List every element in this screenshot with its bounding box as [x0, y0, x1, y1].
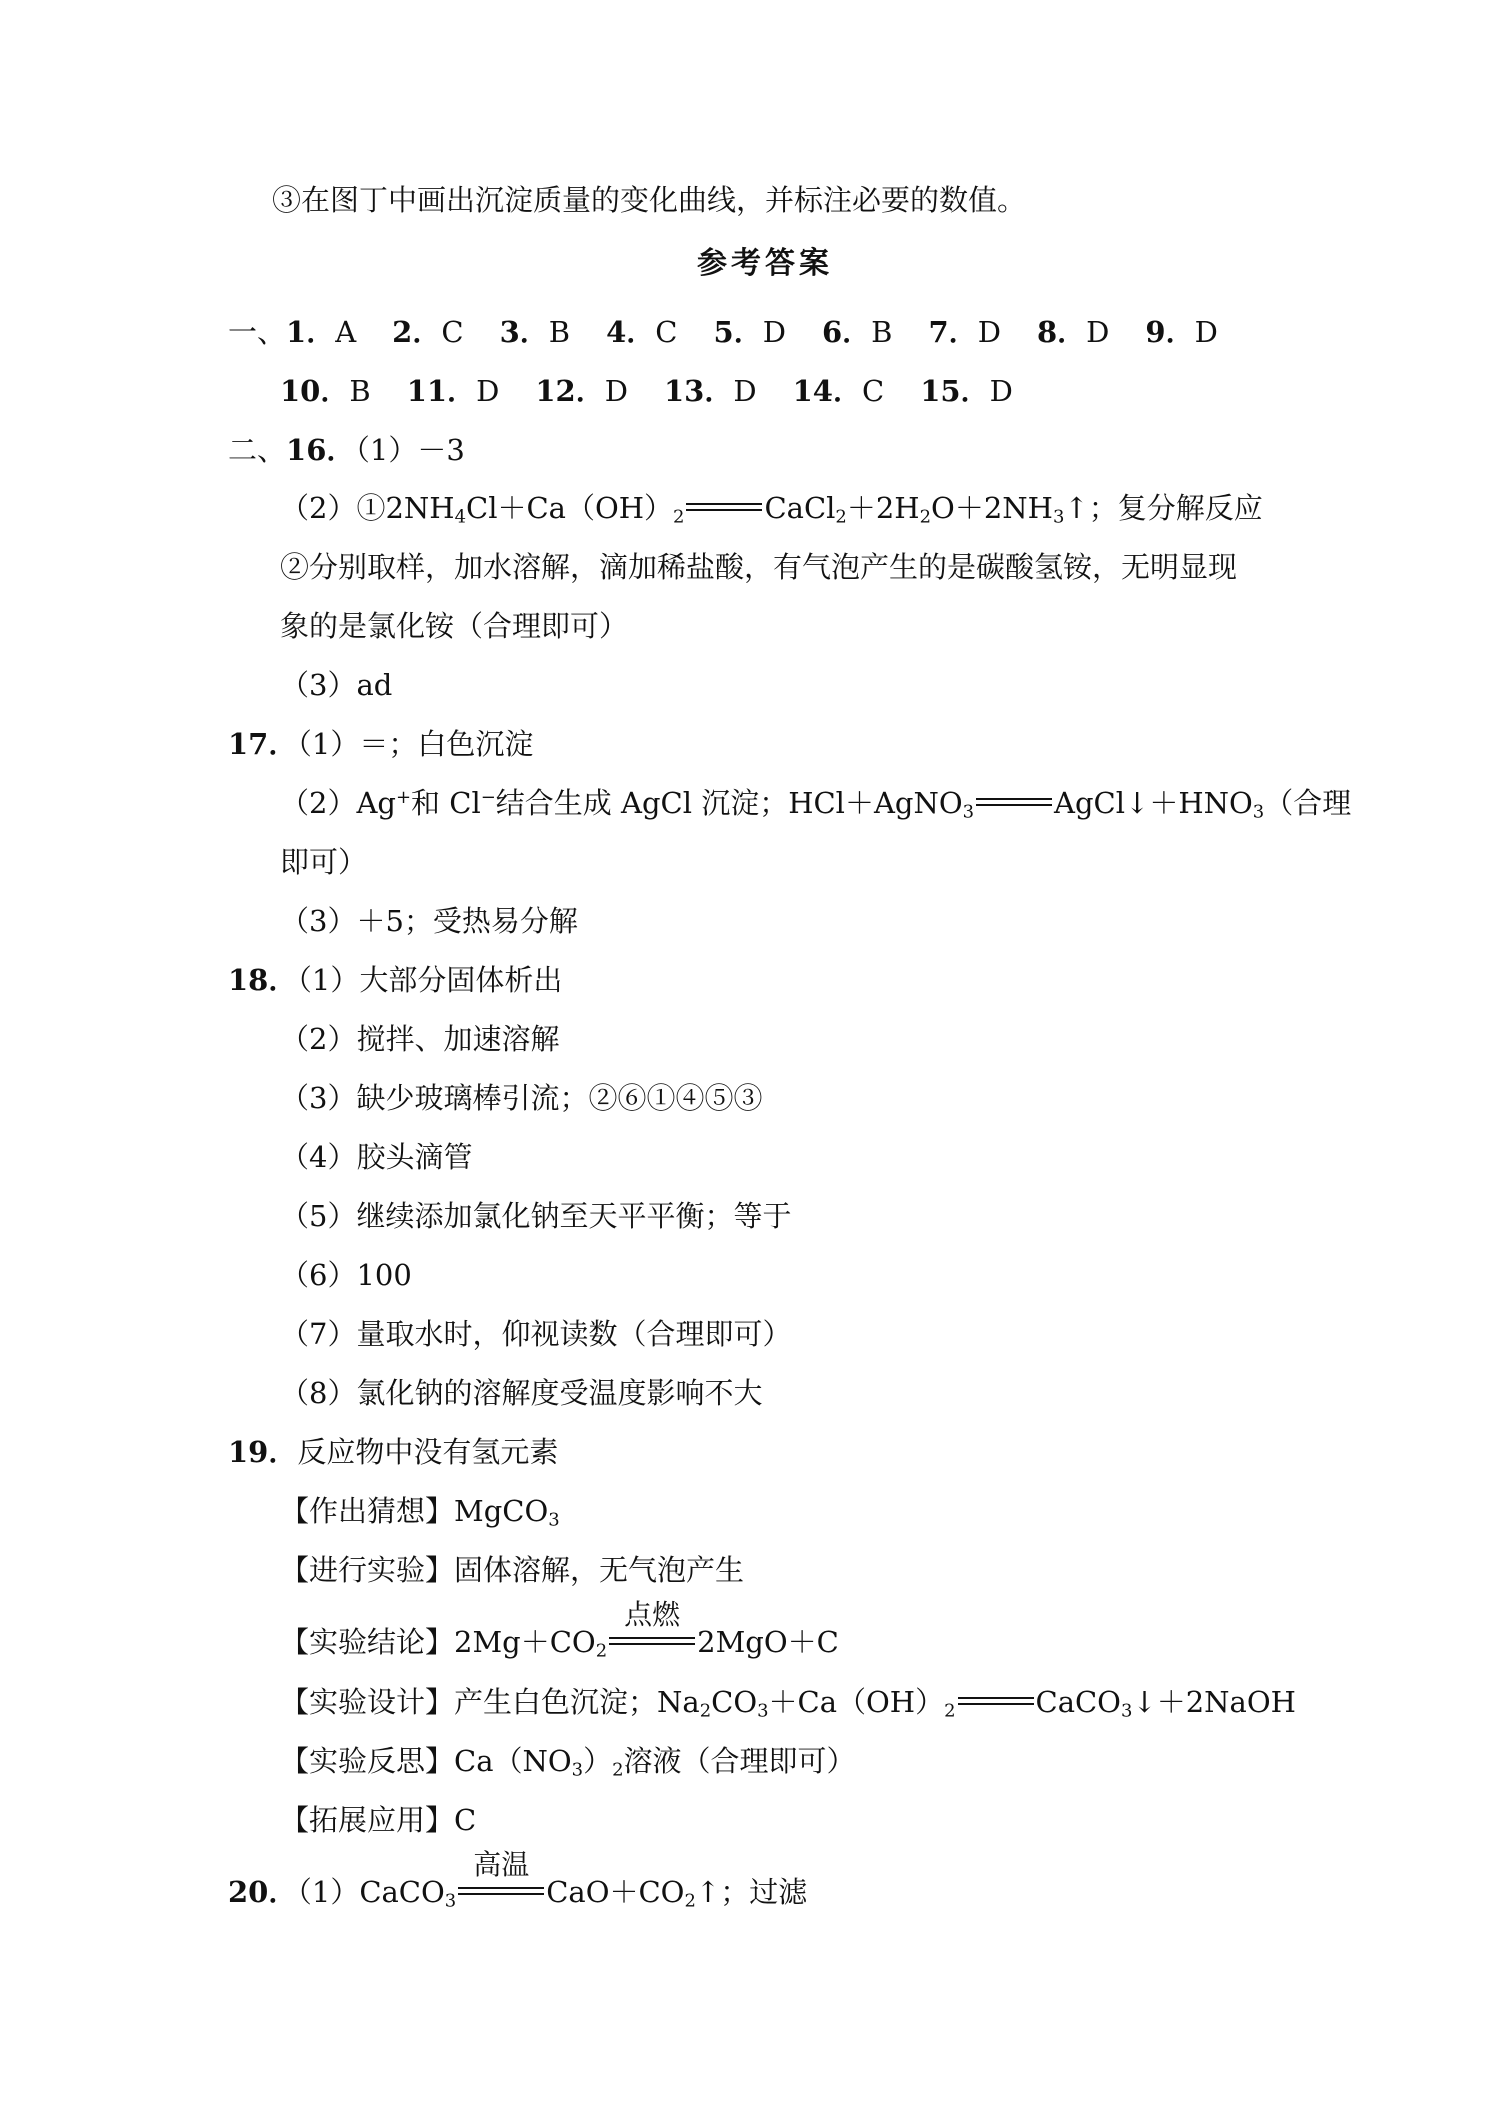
q19-number: 19 [228, 1435, 269, 1469]
answer-number: 5 [713, 315, 734, 349]
answer-number: 4 [606, 315, 627, 349]
q16-number: 16 [286, 433, 327, 467]
q18-item: （3）缺少玻璃棒引流；②⑥①④⑤③ [280, 1081, 763, 1115]
answer-choice: D [1086, 315, 1110, 349]
answer-item: 5．D [713, 315, 786, 349]
answer-item: 4．C [606, 315, 678, 349]
q18-item: （7）量取水时，仰视读数（合理即可） [280, 1317, 792, 1351]
answer-choice: C [441, 315, 464, 349]
answer-number: 2 [392, 315, 413, 349]
answer-number: 10 [280, 374, 321, 408]
answer-number: 13 [663, 374, 705, 408]
answer-number: 11 [406, 374, 448, 408]
answer-choice: B [871, 315, 893, 349]
equals-sign [686, 497, 762, 517]
q19-guess: 【作出猜想】MgCO$_3$ [280, 1494, 560, 1531]
equals-sign [976, 792, 1052, 812]
q16-part3: （3）ad [280, 668, 393, 702]
answer-number: 9 [1145, 315, 1166, 349]
q16-part1: （1）－3 [355, 433, 465, 467]
answer-number: 6 [821, 315, 843, 349]
q18-item: （5）继续添加氯化钠至天平平衡；等于 [280, 1199, 792, 1233]
answer-item: 9．D [1145, 315, 1218, 349]
answer-item: 15．D [920, 374, 1013, 408]
answer-choice: D [476, 374, 500, 408]
answer-item: 3．B [499, 315, 571, 349]
answer-number: 1 [286, 315, 307, 349]
section1-row1 [228, 312, 1254, 352]
equals-sign [958, 1691, 1034, 1711]
answer-number: 8 [1036, 315, 1058, 349]
intro-line: ③在图丁中画出沉淀质量的变化曲线，并标注必要的数值。 [272, 183, 1027, 217]
q18-item: （8）氯化钠的溶解度受温度影响不大 [280, 1376, 763, 1410]
q17-part3: （3）＋5；受热易分解 [280, 904, 578, 938]
answer-item: 11．D [406, 374, 500, 408]
q18-line: 18．（1）大部分固体析出 [228, 963, 563, 997]
q18-item: （4）胶头滴管 [280, 1140, 473, 1174]
q17-number: 17 [228, 727, 269, 761]
q18-number: 18 [228, 963, 269, 997]
answer-number: 3 [499, 315, 520, 349]
q19-reflect: 【实验反思】$Ca(NO_3)_2$溶液（合理即可） [280, 1744, 856, 1781]
q19-experiment: 【进行实验】固体溶解，无气泡产生 [280, 1553, 745, 1587]
q17-line: 17．（1）＝；白色沉淀 [228, 727, 534, 761]
answer-item: 12．D [535, 374, 628, 408]
q16-line: 二、16．（1）－3 [228, 433, 465, 467]
section1-row2 [280, 371, 1049, 411]
answer-choice: C [655, 315, 678, 349]
reaction-condition: 点燃 [609, 1631, 695, 1651]
answer-choice: B [548, 315, 571, 349]
q16-part2b-line2: 象的是氯化铵（合理即可） [280, 609, 629, 643]
q17-part2-line1: （2）Ag+和 Cl−结合生成 AgCl 沉淀；HCl＋AgNO$_3$ $AgCl↓+HNO_3$（合理 [280, 786, 1352, 823]
answer-number: 15 [920, 374, 961, 408]
answer-choice: B [349, 374, 371, 408]
answer-item: 2．C [392, 315, 464, 349]
answer-choice: D [977, 315, 1001, 349]
answer-choice: D [762, 315, 786, 349]
section2-prefix: 二、 [228, 433, 287, 467]
q19-conclusion: 【实验结论】$2Mg+CO_2$ 点燃 2MgO＋C [280, 1598, 839, 1662]
q19-design: 【实验设计】产生白色沉淀；$Na_2CO_3+Ca(OH)_2$ CaCO$_3$↓＋2NaOH [280, 1685, 1296, 1722]
answer-item: 13．D [663, 374, 757, 408]
answer-choice: D [604, 374, 628, 408]
answer-item: 10．B [280, 374, 371, 408]
answer-item: 14．C [792, 374, 885, 408]
reaction-condition: 高温 [458, 1881, 544, 1901]
answer-choice: C [861, 374, 885, 408]
q16-part2: $(2)①2NH_4Cl+Ca(OH)_2$ $CaCl_2+2H_2O+2NH_3↑$；复分解反应 [280, 491, 1263, 528]
q17-part2-line2: 即可） [280, 845, 368, 879]
answer-item: 8．D [1036, 315, 1110, 349]
section1-prefix: 一、 [228, 315, 287, 349]
answer-number: 7 [928, 315, 949, 349]
answer-item: 7．D [928, 315, 1001, 349]
q18-item: （2）搅拌、加速溶解 [280, 1022, 560, 1056]
answer-choice: A [335, 315, 357, 349]
answer-item: 6．B [821, 315, 893, 349]
answer-item: 1．A [286, 315, 357, 349]
q19-line: 19．反应物中没有氢元素 [228, 1435, 559, 1469]
q20-number: 20 [228, 1875, 269, 1909]
answer-number: 12 [535, 374, 576, 408]
answer-choice: D [1194, 315, 1218, 349]
answer-choice: D [989, 374, 1013, 408]
answer-choice: D [733, 374, 757, 408]
q19-extend: 【拓展应用】C [280, 1803, 477, 1837]
page-title: 参考答案 [697, 246, 833, 281]
q18-item: （6）100 [280, 1258, 412, 1292]
q16-part2b-line1: ②分别取样，加水溶解，滴加稀盐酸，有气泡产生的是碳酸氢铵，无明显现 [280, 550, 1238, 584]
q20-line: 20．（1）CaCO$_3$ 高温 $CaO+CO_2↑$；过滤 [228, 1848, 808, 1912]
answer-number: 14 [792, 374, 833, 408]
